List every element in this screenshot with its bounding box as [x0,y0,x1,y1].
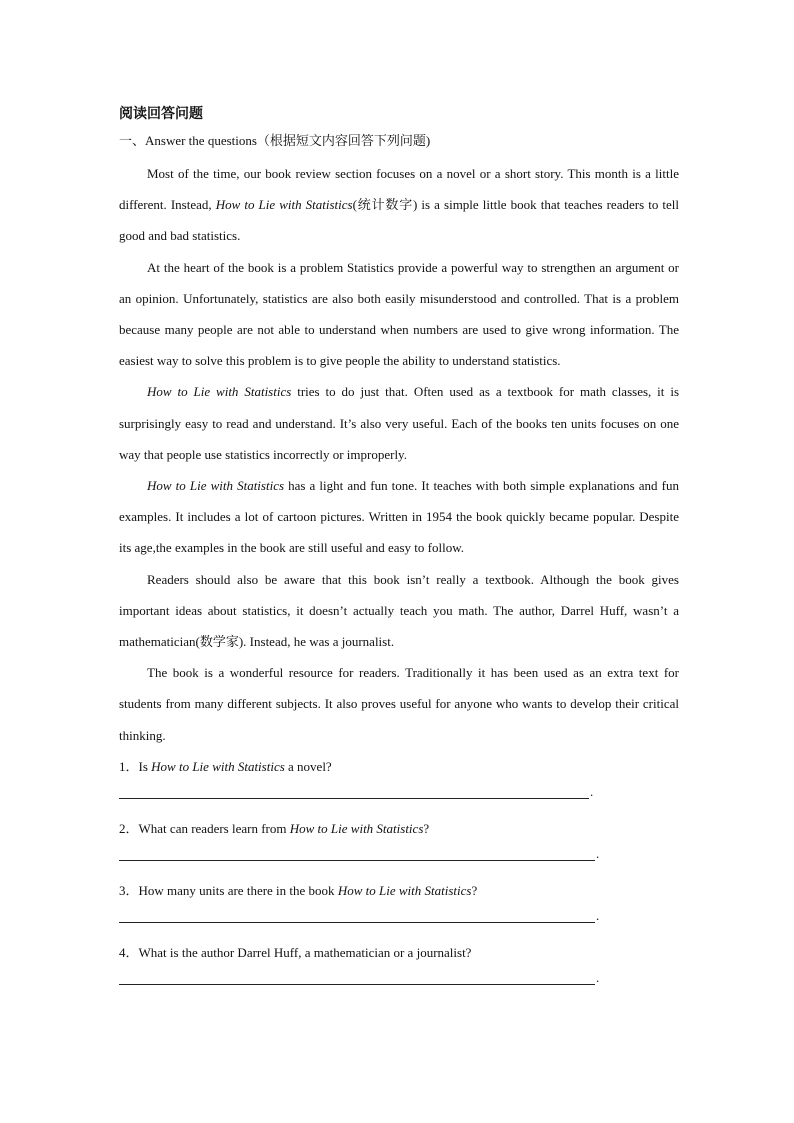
paragraph [119,252,679,377]
book-title: How to Lie with Statistics [289,820,424,836]
paragraph-text: tries to do just that. Often used as a textbook for math classes, it is surprisingly easy to read and understand. It’s also very useful. Each of the books ten units focuses on one way that people use statistics incorrectly or improperly. [119,384,679,462]
worksheet-page [119,96,679,999]
book-title: How to Lie with Statistics [215,197,353,213]
question-number: 2． [119,820,139,836]
answer-line[interactable] [119,844,679,875]
paragraph-text: At the heart of the book is a problem Statistics provide a powerful way to strengthen an argument or an opinion. Unfortunately, statistics are also both easily misunderstood and controlled. That is a problem because many people are not able to understand when numbers are used to give wrong information. The easiest way to solve this problem is to give people the ability to understand statistics. [119,259,679,369]
question [119,751,679,782]
answer-underline [119,798,589,799]
reading-passage [119,158,679,751]
question-number: 1． [119,758,139,774]
paragraph-text: Most of the time, our book review section focuses on a novel or a short story. This month is a little different. Instead, [119,166,679,213]
question [119,813,679,844]
answer-end-mark: . [596,845,600,861]
answer-underline [119,984,595,985]
question-text: How many units are there in the book [138,882,338,898]
paragraph [119,564,679,658]
section-heading: 一、Answer the questions（根据短文内容回答下列问题) [119,133,431,148]
book-title: How to Lie with Statistics [337,882,472,898]
page-title: 阅读回答问题 [119,106,203,122]
question [119,875,679,906]
question [119,937,679,968]
question-text: What is the author Darrel Huff, a mathematician or a journalist? [138,944,472,960]
paragraph-text: (统计数字) is a simple little book that teaches readers to tell good and bad statistics. [119,197,679,244]
book-title: How to Lie with Statistics [151,758,285,774]
question-text: a novel? [284,758,332,774]
paragraph-text: The book is a wonderful resource for readers. Traditionally it has been used as an extra text for students from many different subjects. It also proves useful for anyone who wants to develop their critical thinking. [119,665,679,743]
question-number: 4． [119,944,139,960]
paragraph [119,657,679,751]
answer-end-mark: . [596,907,600,923]
answer-end-mark: . [596,969,600,985]
paragraph [119,470,679,564]
paragraph [119,158,679,252]
question-text: ? [471,882,478,898]
answer-underline [119,922,595,923]
paragraph [119,376,679,470]
answer-line[interactable] [119,906,679,937]
book-title: How to Lie with Statistics [147,478,285,494]
question-text: ? [423,820,430,836]
answer-end-mark: . [590,783,594,799]
book-title: How to Lie with Statistics [147,384,292,400]
question-text: What can readers learn from [138,820,290,836]
answer-line[interactable] [119,968,679,999]
paragraph-text: has a light and fun tone. It teaches with both simple explanations and fun examples. It includes a lot of cartoon pictures. Written in 1954 the book quickly became popular. Despite its age,the examples in the book are still useful and easy to follow. [119,478,679,556]
paragraph-text: Readers should also be aware that this book isn’t really a textbook. Although the book gives important ideas about statistics, it doesn’t actually teach you math. The author, Darrel Huff, wasn’t a mathematician(数学家). Instead, he was a journalist. [119,571,679,650]
question-list [119,751,679,999]
question-number: 3． [119,882,139,898]
answer-line[interactable] [119,782,679,813]
question-text: Is [138,758,152,774]
answer-underline [119,860,595,861]
